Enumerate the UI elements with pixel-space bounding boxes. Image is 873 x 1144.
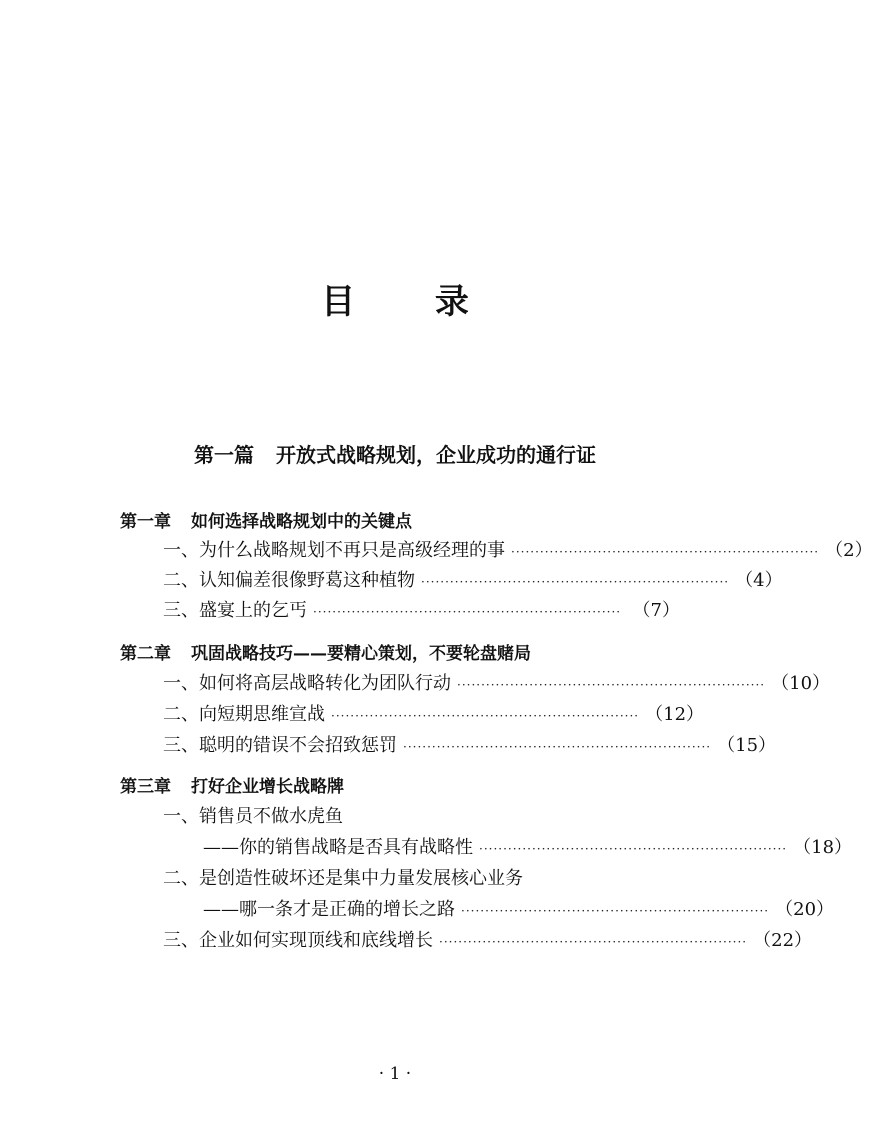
toc-entry bbox=[163, 568, 783, 595]
entry-page: （7） bbox=[632, 600, 680, 621]
toc-entry bbox=[163, 702, 705, 729]
dot-leader: ································································ bbox=[511, 545, 820, 559]
entry-page: （22） bbox=[753, 930, 813, 951]
toc-entry bbox=[163, 538, 873, 565]
entry-page: （20） bbox=[775, 899, 835, 920]
entry-title: 三、聪明的错误不会招致惩罚 bbox=[163, 735, 397, 756]
dot-leader: ································································ bbox=[461, 904, 770, 918]
part-heading bbox=[0, 440, 790, 470]
toc-entry bbox=[163, 928, 813, 955]
entry-page: （15） bbox=[717, 735, 777, 756]
entry-title: 二、认知偏差很像野葛这种植物 bbox=[163, 570, 415, 591]
dot-leader: ································································ bbox=[313, 605, 622, 619]
dot-leader: ································································ bbox=[439, 935, 748, 949]
entry-page: （12） bbox=[645, 704, 705, 725]
dot-leader: ································································ bbox=[457, 678, 766, 692]
entry-title: 一、销售员不做水虎鱼 bbox=[163, 806, 343, 827]
chapter-title: 如何选择战略规划中的关键点 bbox=[191, 512, 412, 532]
toc-entry-subtitle bbox=[203, 835, 853, 862]
toc-entry bbox=[163, 671, 831, 698]
chapter-title: 打好企业增长战略牌 bbox=[191, 777, 344, 797]
entry-title: 二、向短期思维宣战 bbox=[163, 704, 325, 725]
entry-subtitle: ——你的销售战略是否具有战略性 bbox=[203, 837, 473, 858]
chapter-label: 第二章 bbox=[120, 644, 171, 664]
toc-entry bbox=[163, 598, 680, 625]
dot-leader: ································································ bbox=[331, 709, 640, 723]
part-label: 第一篇 bbox=[194, 443, 254, 467]
page-title: 目 录 bbox=[321, 282, 503, 322]
entry-page: （4） bbox=[735, 570, 783, 591]
entry-page: （18） bbox=[793, 837, 853, 858]
toc-entry bbox=[163, 733, 777, 760]
entry-page: （10） bbox=[771, 673, 831, 694]
entry-title: 三、盛宴上的乞丐 bbox=[163, 600, 307, 621]
entry-subtitle: ——哪一条才是正确的增长之路 bbox=[203, 899, 455, 920]
chapter-title: 巩固战略技巧——要精心策划，不要轮盘赌局 bbox=[191, 644, 531, 664]
chapter-label: 第一章 bbox=[120, 512, 171, 532]
part-title: 开放式战略规划，企业成功的通行证 bbox=[276, 443, 596, 467]
entry-page: （2） bbox=[825, 540, 873, 561]
entry-title: 三、企业如何实现顶线和底线增长 bbox=[163, 930, 433, 951]
chapter-heading bbox=[120, 510, 680, 534]
dot-leader: ································································ bbox=[421, 575, 730, 589]
dot-leader: ································································ bbox=[479, 842, 788, 856]
chapter-heading bbox=[120, 642, 680, 666]
toc-entry bbox=[163, 804, 680, 830]
entry-title: 二、是创造性破坏还是集中力量发展核心业务 bbox=[163, 868, 523, 889]
chapter-heading bbox=[120, 775, 680, 799]
chapter-label: 第三章 bbox=[120, 777, 171, 797]
entry-title: 一、如何将高层战略转化为团队行动 bbox=[163, 673, 451, 694]
toc-entry-subtitle bbox=[203, 897, 835, 924]
toc-entry bbox=[163, 866, 680, 892]
page-number: · 1 · bbox=[378, 1064, 412, 1084]
entry-title: 一、为什么战略规划不再只是高级经理的事 bbox=[163, 540, 505, 561]
dot-leader: ································································ bbox=[403, 740, 712, 754]
